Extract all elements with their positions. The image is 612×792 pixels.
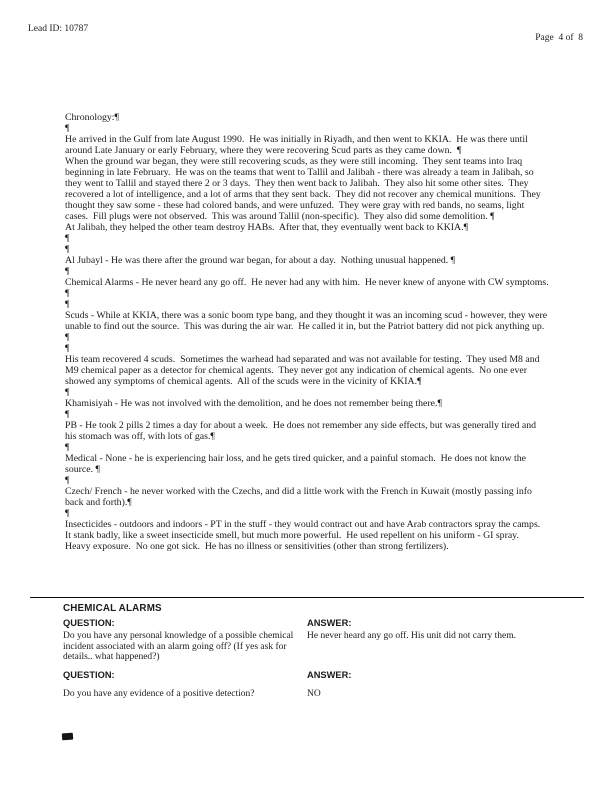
paragraph: Insecticides - outdoors and indoors - PT in the stuff - they would contract out and have Arab contractors spray the camps. It stank badly, like a sweet insecticide smell, but much more powerful. He used repellent on his uniform - GI spray. Heavy exposure. No one got sick. He has no illness or sensitivities (other than strong fertilizers). <box>65 519 546 552</box>
scan-artifact <box>62 733 73 741</box>
paragraph-mark: ¶ <box>65 123 70 134</box>
paragraph: Khamisiyah - He was not involved with the demolition, and he does not remember being there.¶ <box>65 398 442 409</box>
paragraph-mark: ¶ <box>65 233 70 244</box>
answer-label: ANSWER: <box>307 669 352 680</box>
answer-text: He never heard any go off. His unit did not carry them. <box>307 631 517 641</box>
question-label: QUESTION: <box>63 669 115 680</box>
document-body <box>65 112 552 552</box>
lead-id: Lead ID: 10787 <box>28 24 89 34</box>
paragraph: When the ground war began, they were still recovering scuds, as they were still incoming. They sent teams into Iraq beginning in late February. He was on the teams that went to Tallil and Jalibah - there was already a team in Jalibah, so they went to Tallil and stayed there 2 or 3 days. They then went back to Jalibah. They also hit some other sites. They recovered a lot of intelligence, and a lot of arms that they sent back. They did not recover any chemical munitions. They thought they saw some - these had colored bands, and were unfuzed. They were gray with red bands, no seams, light cases. Fill plugs were not observed. This was around Tallil (non-specific). They also did some demolition. ¶ <box>65 156 544 222</box>
question-label: QUESTION: <box>63 618 115 628</box>
paragraph: Al Jubayl - He was there after the ground war began, for about a day. Nothing unusual happened. ¶ <box>65 255 456 266</box>
chemical-alarms-section <box>30 597 584 699</box>
paragraph: Chemical Alarms - He never heard any go off. He never had any with him. He never knew of anyone with CW symptoms. ¶ <box>65 277 552 299</box>
paragraph-mark: ¶ <box>65 387 70 398</box>
paragraph: PB - He took 2 pills 2 times a day for about a week. He does not remember any side effects, but was generally tired and his stomach was off, with lots of gas.¶ <box>65 420 539 442</box>
paragraph-mark: ¶ <box>65 299 70 310</box>
qa-labels-row <box>63 618 584 629</box>
paragraph: His team recovered 4 scuds. Sometimes the warhead had separated and was not available for testing. They used M8 and M9 chemical paper as a detector for chemical agents. They never got any indication of chemical agents. No one ever showed any symptoms of chemical agents. All of the scuds were in the vicinity of KKIA.¶ <box>65 354 543 387</box>
answer-text: NO <box>307 688 321 699</box>
paragraph-mark: ¶ <box>65 475 70 486</box>
page-number: Page 4 of 8 <box>535 33 583 43</box>
question-text: Do you have any evidence of a positive detection? <box>63 688 255 699</box>
paragraph-mark: ¶ <box>65 409 70 420</box>
section-title: CHEMICAL ALARMS <box>63 603 162 614</box>
paragraph: At Jalibah, they helped the other team destroy HABs. After that, they eventually went back to KKIA.¶ <box>65 222 469 233</box>
paragraph: Chronology:¶ <box>65 112 119 123</box>
qa-labels-row <box>63 670 584 681</box>
qa-text-row <box>63 631 584 663</box>
answer-label: ANSWER: <box>307 618 352 628</box>
qa-text-row <box>63 689 584 700</box>
paragraph: Czech/ French - he never worked with the Czechs, and did a little work with the French in Kuwait (mostly passing info back and forth).¶ <box>65 486 535 508</box>
paragraph-mark: ¶ <box>65 266 70 277</box>
paragraph: He arrived in the Gulf from late August 1990. He was initially in Riyadh, and then went to KKIA. He was there until around Late January or early February, where they were recovering Scud parts as they came down. ¶ <box>65 134 531 156</box>
question-text: Do you have any personal knowledge of a possible chemical incident associated with an alarm going off? (If yes ask for details.. what happened?) <box>63 631 294 662</box>
paragraph-mark: ¶ <box>65 508 70 519</box>
paragraph-mark: ¶ <box>65 343 70 354</box>
paragraph-mark: ¶ <box>65 442 70 453</box>
paragraph-mark: ¶ <box>65 244 70 255</box>
paragraph: Scuds - While at KKIA, there was a sonic boom type bang, and they thought it was an incoming scud - however, they were unable to find out the source. This was during the air war. He called it in, but the Patriot battery did not pick anything up. ¶ <box>65 310 550 343</box>
paragraph: Medical - None - he is experiencing hair loss, and he gets tired quicker, and a painful stomach. He does not know the source. ¶ <box>65 453 529 475</box>
